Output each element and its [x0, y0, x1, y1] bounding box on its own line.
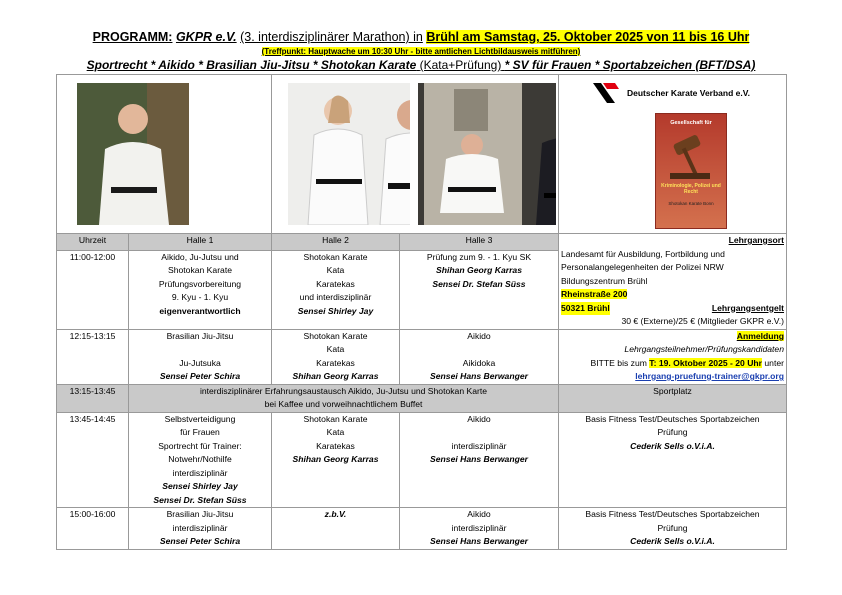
gkpr-logo-subtitle: Kriminologie, Polizei und Recht: [661, 183, 721, 195]
cell-line: interdisziplinär: [172, 522, 228, 533]
registration-who: Lehrgangsteilnehmer/Prüfungskandidaten: [624, 344, 784, 354]
disciplines-line: [0, 58, 842, 72]
gkpr-logo-footer: Shotokan Karate Bonn: [668, 201, 714, 206]
disciplines-a: Sportrecht * Aikido * Brasilian Jiu-Jitsu * Shotokan Karate: [86, 58, 417, 72]
instructor-name: Sensei Shirley Jay: [162, 481, 238, 491]
fee-value: 30 € (Externe)/25 € (Mitglieder GKPR e.V.): [621, 316, 784, 326]
disciplines-c: * SV für Frauen * Sportabzeichen (BFT/DSA): [504, 58, 756, 72]
cell-line: Ju-Jutsuka: [179, 357, 221, 368]
cell-line: Prüfung: [657, 427, 688, 437]
hall3-cell: [400, 250, 559, 329]
cell-line: Aikidoka: [462, 357, 496, 368]
time-cell: 12:15-13:15: [57, 329, 129, 384]
cell-line: Basis Fitness Test/Deutsches Sportabzeichen: [585, 413, 760, 424]
schedule-table: [56, 74, 787, 550]
cell-line: Kata: [326, 344, 345, 354]
break-line: bei Kaffee und vorweihnachtlichem Buffet: [264, 399, 423, 409]
disciplines-b: (Kata+Prüfung): [419, 58, 502, 72]
cell-line: [131, 343, 269, 357]
cell-line: Brasilian Jiu-Jitsu: [166, 330, 234, 341]
title-prefix: PROGRAMM:: [92, 30, 173, 44]
fee-label: Lehrgangsentgelt: [711, 302, 784, 313]
cell-line: und interdisziplinär: [299, 292, 372, 303]
instructor-photo-3: [418, 83, 556, 225]
cell-line: interdisziplinär: [451, 522, 507, 533]
instructor-name: Sensei Shirley Jay: [297, 305, 374, 316]
hall2-cell: [272, 250, 400, 329]
instructor-name: Shihan Georg Karras: [292, 454, 379, 464]
cell-line: interdisziplinär: [172, 467, 228, 478]
hall1-cell: [129, 250, 272, 329]
cell-line: Karatekas: [316, 440, 355, 451]
title-mid: (3. interdisziplinärer Marathon) in: [240, 30, 423, 44]
registration-by: BITTE bis zum: [590, 357, 647, 368]
registration-under: unter: [764, 357, 784, 368]
hall3-cell: [400, 508, 559, 550]
instructor-photo-1: [77, 83, 189, 225]
photo-row: [57, 75, 787, 234]
venue-label: Lehrgangsort: [728, 235, 784, 245]
hall1-cell: [129, 508, 272, 550]
venue-l3: Bildungszentrum Brühl: [561, 275, 648, 286]
col-header-hall2: Halle 2: [272, 234, 400, 251]
cell-line: Karatekas: [316, 278, 355, 289]
hall3-cell: [400, 412, 559, 508]
cell-line: Aikido: [467, 413, 491, 424]
registration-deadline: T: 19. Oktober 2025 - 20 Uhr: [649, 357, 763, 368]
sportplatz-cell: [559, 508, 787, 550]
cell-line: Selbstverteidigung: [164, 413, 236, 424]
cell-line: Aikido: [467, 330, 491, 341]
time-cell: 13:15-13:45: [57, 384, 129, 412]
venue-info: [559, 234, 787, 330]
instructor-photo-2: [288, 83, 410, 225]
cell-line: Prüfung zum 9. - 1. Kyu SK: [426, 251, 532, 262]
venue-city: 50321 Brühl: [561, 302, 610, 316]
header-row: [57, 234, 787, 251]
row-1500: [57, 508, 787, 550]
logos-cell: [559, 75, 787, 234]
instructor-name: Sensei Dr. Stefan Süss: [432, 278, 526, 289]
photo-cell-1: [57, 75, 272, 234]
gavel-icon: [656, 131, 726, 181]
time-cell: 13:45-14:45: [57, 412, 129, 508]
cell-line: Notwehr/Nothilfe: [168, 454, 232, 464]
registration-email-link[interactable]: lehrgang-pruefung-trainer@gkpr.org: [635, 371, 784, 381]
hall2-cell: [272, 412, 400, 508]
dkv-logo-icon: [591, 81, 621, 107]
time-cell: 11:00-12:00: [57, 250, 129, 329]
cell-line: Shotokan Karate: [303, 413, 368, 424]
cell-line: [402, 426, 556, 440]
title-date: Brühl am Samstag, 25. Oktober 2025 von 11 bis 16 Uhr: [426, 30, 750, 44]
cell-line: [402, 343, 556, 357]
cell-line: Basis Fitness Test/Deutsches Sportabzeichen: [585, 509, 760, 519]
col-header-hall3: Halle 3: [400, 234, 559, 251]
photo-cell-2: [272, 75, 559, 234]
cell-line: interdisziplinär: [451, 440, 507, 451]
instructor-name: Cederik Sells o.V.i.A.: [630, 536, 715, 546]
cell-line: Kata: [326, 265, 345, 276]
dkv-logo-text: Deutscher Karate Verband e.V.: [627, 88, 750, 98]
instructor-name: Sensei Dr. Stefan Süss: [153, 494, 247, 505]
time-cell: 15:00-16:00: [57, 508, 129, 550]
cell-line: für Frauen: [180, 427, 220, 437]
row-1215: [57, 329, 787, 384]
gkpr-logo-title: Gesellschaft für: [670, 120, 712, 126]
hall3-cell: [400, 329, 559, 384]
break-cell: [129, 384, 559, 412]
registration-label: Anmeldung: [736, 330, 784, 341]
col-header-hall1: Halle 1: [129, 234, 272, 251]
meeting-point: [0, 47, 842, 56]
cell-line: z.b.V.: [324, 509, 347, 519]
cell-line: Prüfung: [657, 522, 688, 533]
gkpr-book-logo: [655, 113, 727, 229]
cell-line: Prüfungsvorbereitung: [158, 278, 242, 289]
instructor-name: Sensei Peter Schira: [159, 371, 241, 381]
venue-street: Rheinstraße 200: [561, 289, 628, 299]
instructor-name: Sensei Hans Berwanger: [430, 454, 528, 464]
sportplatz-cell: [559, 412, 787, 508]
cell-line: Shotokan Karate: [167, 265, 233, 276]
title-line: [0, 30, 842, 44]
cell-line: Aikido, Ju-Jutsu und: [161, 251, 239, 262]
instructor-name: Shihan Georg Karras: [292, 371, 379, 381]
cell-line: Aikido: [467, 509, 491, 519]
cell-line: Karatekas: [316, 357, 355, 368]
registration-info: [559, 329, 787, 384]
instructor-name: Shihan Georg Karras: [436, 265, 522, 276]
cell-line: Shotokan Karate: [303, 251, 368, 262]
cell-line: Kata: [326, 427, 345, 437]
cell-line: Brasilian Jiu-Jitsu: [166, 509, 234, 519]
row-1345: [57, 412, 787, 508]
cell-line: Sportrecht für Trainer:: [158, 440, 242, 451]
hall2-cell: [272, 329, 400, 384]
col-header-time: Uhrzeit: [57, 234, 129, 251]
cell-line: Shotokan Karate: [303, 330, 368, 341]
title-org: GKPR e.V.: [175, 30, 237, 44]
hall1-cell: [129, 412, 272, 508]
venue-l1: Landesamt für Ausbildung, Fortbildung und: [561, 248, 725, 259]
venue-l2: Personalangelegenheiten der Polizei NRW: [561, 262, 724, 272]
sportplatz-header: Sportplatz: [559, 384, 787, 412]
hall2-cell: [272, 508, 400, 550]
instructor-name: Cederik Sells o.V.i.A.: [630, 440, 715, 451]
break-line: interdisziplinärer Erfahrungsaustausch Aikido, Ju-Jutsu und Shotokan Karte: [199, 385, 488, 396]
instructor-name: Sensei Peter Schira: [159, 536, 241, 546]
cell-line: 9. Kyu - 1. Kyu: [171, 292, 229, 303]
instructor-name: Sensei Hans Berwanger: [430, 536, 528, 546]
cell-line: eigenverantwortlich: [159, 305, 241, 316]
hall1-cell: [129, 329, 272, 384]
instructor-name: Sensei Hans Berwanger: [430, 371, 528, 381]
meeting-point-text: (Treffpunkt: Hauptwache um 10:30 Uhr - bitte amtlichen Lichtbildausweis mitführen): [261, 47, 581, 56]
row-1315: [57, 384, 787, 412]
